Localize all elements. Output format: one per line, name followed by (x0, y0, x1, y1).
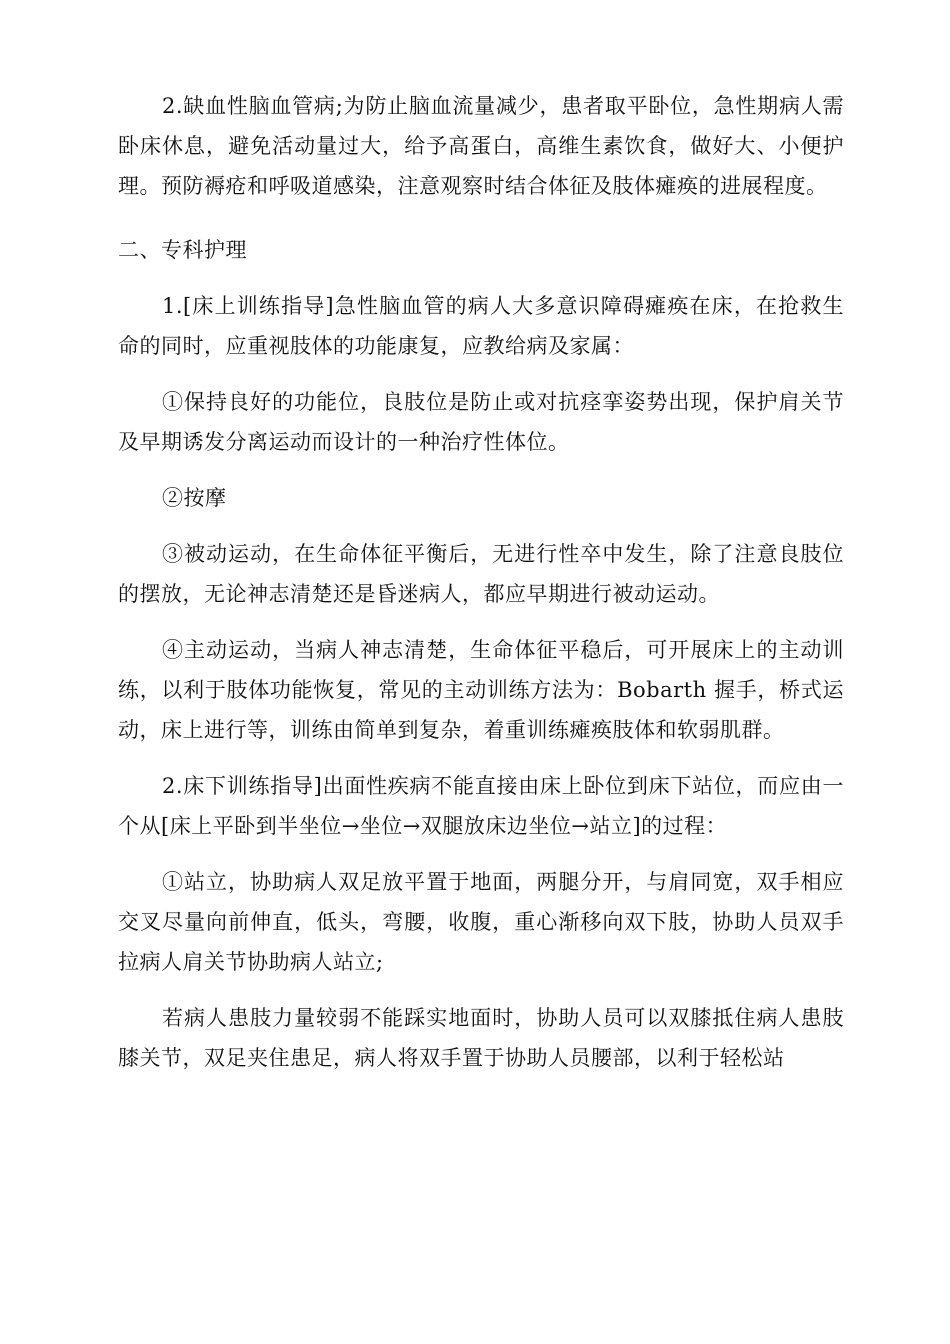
paragraph-active-exercise: ④主动运动，当病人神志清楚，生命体征平稳后，可开展床上的主动训练，以利于肢体功能恢复，常见的主动训练方法为：Bobarth 握手，桥式运动，床上进行等，训练由简单到复杂，着重训练瘫痪肢体和软弱肌群。 (118, 638, 844, 742)
paragraph-massage: ②按摩 (162, 486, 227, 510)
paragraph-bed-training: 1.[床上训练指导]急性脑血管的病人大多意识障碍瘫痪在床，在抢救生命的同时，应重视肢体的功能康复，应教给病及家属： (118, 294, 844, 358)
paragraph-functional-position: ①保持良好的功能位，良肢位是防止或对抗痉挛姿势出现，保护肩关节及早期诱发分离运动而设计的一种治疗性体位。 (118, 390, 844, 454)
paragraph-weak-limb: 若病人患肢力量较弱不能踩实地面时，协助人员可以双膝抵住病人患肢膝关节，双足夹住患足，病人将双手置于协助人员腰部，以利于轻松站 (118, 1006, 844, 1070)
paragraph-standing: ①站立，协助病人双足放平置于地面，两腿分开，与肩同宽，双手相应交叉尽量向前伸直，低头，弯腰，收腹，重心渐移向双下肢，协助人员双手拉病人肩关节协助病人站立; (118, 870, 844, 974)
document-page (118, 86, 844, 1094)
paragraph-ischemic-care: 2.缺血性脑血管病;为防止脑血流量减少，患者取平卧位，急性期病人需卧床休息，避免活动量过大，给予高蛋白，高维生素饮食，做好大、小便护理。预防褥疮和呼吸道感染，注意观察时结合体征及肢体瘫痪的进展程度。 (118, 94, 844, 198)
paragraph-off-bed-training: 2.床下训练指导]出面性疾病不能直接由床上卧位到床下站位，而应由一个从[床上平卧到半坐位→坐位→双腿放床边坐位→站立]的过程： (118, 774, 844, 838)
section-heading-specialty-care: 二、专科护理 (118, 238, 247, 262)
paragraph-passive-exercise: ③被动运动，在生命体征平衡后，无进行性卒中发生，除了注意良肢位的摆放，无论神志清楚还是昏迷病人，都应早期进行被动运动。 (118, 542, 844, 606)
